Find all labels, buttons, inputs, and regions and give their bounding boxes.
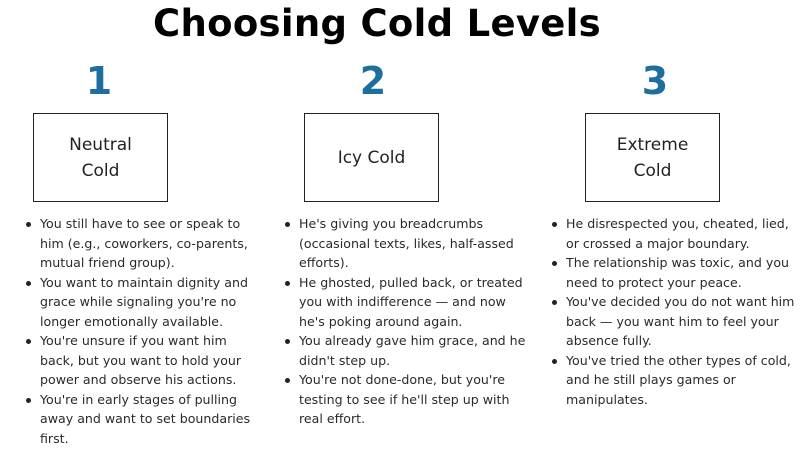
bullet-dot-icon	[285, 339, 290, 344]
bullet-dot-icon	[552, 261, 557, 266]
level-bullet-list	[281, 214, 531, 429]
bullet-dot-icon	[285, 281, 290, 286]
bullet-dot-icon	[285, 222, 290, 227]
list-item	[22, 273, 262, 332]
list-item	[548, 292, 800, 351]
list-item	[22, 214, 262, 273]
level-label-box: Neutral Cold	[33, 113, 168, 202]
bullet-dot-icon	[26, 222, 31, 227]
bullet-dot-icon	[26, 339, 31, 344]
bullet-text: The relationship was toxic, and you need to protect your peace.	[566, 255, 790, 290]
bullet-text: He disrespected you, cheated, lied, or crossed a major boundary.	[566, 216, 789, 251]
bullet-dot-icon	[552, 222, 557, 227]
list-item	[281, 273, 531, 332]
bullet-dot-icon	[552, 359, 557, 364]
bullet-text: You already gave him grace, and he didn't step up.	[299, 333, 526, 368]
page-title: Choosing Cold Levels	[153, 2, 601, 45]
bullet-text: You're unsure if you want him back, but you want to hold your power and observe his actions.	[40, 333, 242, 387]
list-item	[22, 390, 262, 449]
bullet-dot-icon	[26, 398, 31, 403]
level-label-box: Icy Cold	[304, 113, 439, 202]
bullet-dot-icon	[26, 281, 31, 286]
bullet-text: He ghosted, pulled back, or treated you with indifference — and now he's poking around again.	[299, 274, 523, 329]
list-item	[281, 331, 531, 370]
bullet-text: You still have to see or speak to him (e.g., coworkers, co-parents, mutual friend group).	[40, 216, 248, 270]
bullet-dot-icon	[552, 300, 557, 305]
level-number: 1	[85, 59, 113, 103]
list-item	[548, 351, 800, 410]
list-item	[281, 370, 531, 429]
bullet-text: He's giving you breadcrumbs (occasional texts, likes, half-assed efforts).	[299, 216, 514, 270]
level-number: 2	[359, 59, 387, 103]
bullet-dot-icon	[285, 378, 290, 383]
bullet-text: You want to maintain dignity and grace while signaling you're no longer emotionally available.	[40, 274, 248, 329]
level-number: 3	[641, 59, 669, 103]
list-item	[281, 214, 531, 273]
level-bullet-list	[22, 214, 262, 448]
list-item	[548, 214, 800, 253]
level-bullet-list	[548, 214, 800, 409]
bullet-text: You're in early stages of pulling away and want to set boundaries first.	[40, 391, 251, 446]
list-item	[548, 253, 800, 292]
bullet-text: You're not done-done, but you're testing to see if he'll step up with real effort.	[299, 372, 510, 426]
bullet-text: You've decided you do not want him back — you want him to feel your absence fully.	[566, 294, 795, 348]
list-item	[22, 331, 262, 390]
bullet-text: You've tried the other types of cold, and he still plays games or manipulates.	[566, 352, 791, 407]
level-label-box: Extreme Cold	[585, 113, 720, 202]
